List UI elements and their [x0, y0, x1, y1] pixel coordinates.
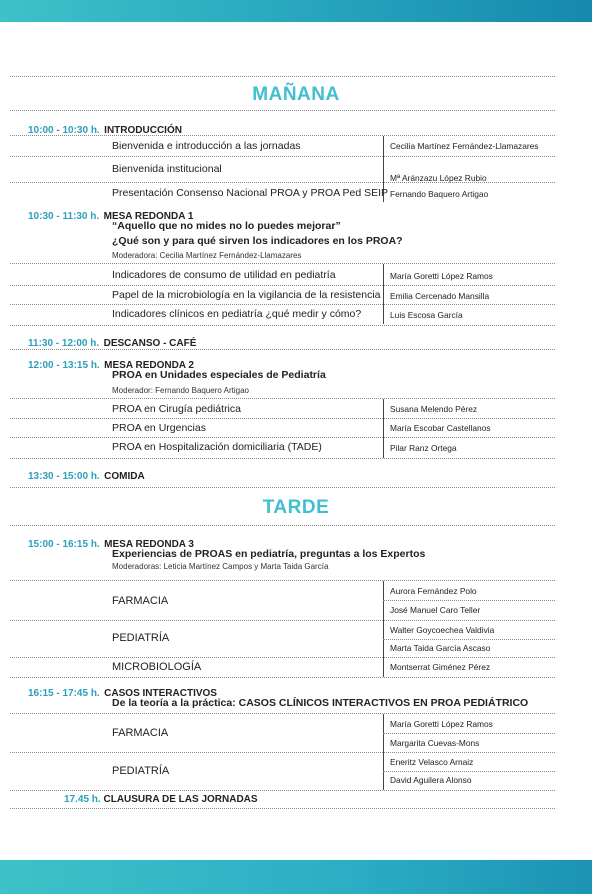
- casos-category: PEDIATRÍA: [112, 765, 170, 777]
- intro-item: Presentación Consenso Nacional PROA y PROA Ped SEIP: [112, 187, 389, 199]
- mesa2-item: PROA en Urgencias: [112, 422, 206, 434]
- speaker-name: Montserrat Giménez Pérez: [390, 662, 491, 672]
- section-title-manana: MAÑANA: [252, 84, 340, 105]
- descanso-title: DESCANSO - CAFÉ: [103, 338, 197, 349]
- speaker-name: Margarita Cuevas-Mons: [390, 738, 480, 748]
- bottom-decorative-band: [0, 860, 592, 894]
- top-decorative-band: [0, 0, 592, 22]
- speaker-name: Fernando Baquero Artigao: [390, 189, 489, 199]
- intro-time: 10:00 - 10:30 h.: [28, 125, 100, 136]
- speaker-name: Walter Goycoechea Valdivia: [390, 625, 495, 635]
- comida-heading: [28, 467, 145, 483]
- column-separator: [383, 399, 384, 458]
- divider: [10, 808, 555, 809]
- divider: [10, 580, 555, 581]
- divider: [10, 349, 555, 350]
- divider: [10, 713, 555, 714]
- mesa2-item: PROA en Cirugía pediátrica: [112, 403, 241, 415]
- intro-item: Bienvenida institucional: [112, 163, 222, 175]
- mesa3-title: MESA REDONDA 3: [104, 539, 194, 550]
- clausura-time: 17.45 h.: [64, 794, 101, 805]
- divider: [10, 76, 555, 77]
- mesa2-moderator: Moderador: Fernando Baquero Artigao: [112, 386, 249, 395]
- mesa1-item: Indicadores clínicos en pediatría ¿qué medir y cómo?: [112, 308, 362, 320]
- divider: [10, 458, 555, 459]
- divider: [383, 733, 555, 734]
- speaker-name: Aurora Fernández Polo: [390, 586, 477, 596]
- divider: [10, 620, 555, 621]
- divider: [383, 771, 555, 772]
- divider: [10, 135, 555, 136]
- divider: [10, 487, 555, 488]
- mesa3-time: 15:00 - 16:15 h.: [28, 539, 100, 550]
- speaker-name: Mª Aránzazu López Rubio: [390, 173, 487, 183]
- mesa2-time: 12:00 - 13:15 h.: [28, 360, 100, 371]
- divider: [10, 437, 555, 438]
- divider: [10, 325, 555, 326]
- mesa1-item: Indicadores de consumo de utilidad en pediatría: [112, 269, 336, 281]
- casos-title: CASOS INTERACTIVOS: [104, 688, 217, 699]
- mesa2-subtitle: PROA en Unidades especiales de Pediatría: [112, 369, 326, 381]
- divider: [10, 156, 555, 157]
- speaker-name: José Manuel Caro Teller: [390, 605, 481, 615]
- clausura-title: CLAUSURA DE LAS JORNADAS: [103, 794, 258, 805]
- speaker-name: Emilia Cercenado Mansilla: [390, 291, 490, 301]
- divider: [10, 398, 555, 399]
- divider: [10, 182, 555, 183]
- divider: [10, 657, 555, 658]
- mesa3-category: FARMACIA: [112, 595, 169, 607]
- casos-time: 16:15 - 17:45 h.: [28, 688, 100, 699]
- speaker-name: Luis Escosa García: [390, 310, 463, 320]
- divider: [10, 525, 555, 526]
- divider: [10, 263, 555, 264]
- mesa3-moderator: Moderadoras: Leticia Martínez Campos y Marta Taida García: [112, 562, 329, 571]
- section-title-tarde: TARDE: [262, 497, 330, 518]
- speaker-name: Marta Taida García Ascaso: [390, 643, 491, 653]
- comida-title: COMIDA: [104, 471, 145, 482]
- mesa2-title: MESA REDONDA 2: [104, 360, 194, 371]
- mesa1-moderator: Moderadora: Cecilia Martínez Fernández-Llamazares: [112, 251, 302, 260]
- mesa1-time: 10:30 - 11:30 h.: [28, 211, 100, 222]
- divider: [383, 639, 555, 640]
- speaker-name: Susana Melendo Pérez: [390, 404, 478, 414]
- divider: [10, 110, 555, 111]
- speaker-name: Cecilia Martínez Fernández-Llamazares: [390, 141, 539, 151]
- mesa3-subtitle: Experiencias de PROAS en pediatría, preguntas a los Expertos: [112, 548, 426, 560]
- clausura-heading: [64, 795, 258, 805]
- speaker-name: Eneritz Velasco Arnaiz: [390, 757, 474, 767]
- mesa1-title: MESA REDONDA 1: [103, 211, 194, 222]
- column-separator: [383, 264, 384, 324]
- comida-time: 13:30 - 15:00 h.: [28, 471, 100, 482]
- divider: [10, 677, 555, 678]
- column-separator: [383, 581, 384, 677]
- speaker-name: Pilar Ranz Ortega: [390, 443, 457, 453]
- speaker-name: María Goretti López Ramos: [390, 719, 493, 729]
- divider: [10, 304, 555, 305]
- divider: [10, 418, 555, 419]
- casos-subtitle: De la teoría a la práctica: CASOS CLÍNICOS INTERACTIVOS EN PROA PEDIÁTRICO: [112, 697, 529, 709]
- divider: [10, 790, 555, 791]
- mesa1-item: Papel de la microbiología en la vigilancia de la resistencia: [112, 289, 381, 301]
- mesa3-category: PEDIATRÍA: [112, 632, 170, 644]
- divider: [10, 285, 555, 286]
- mesa1-subtitle: “Aquello que no mides no lo puedes mejorar”: [112, 220, 341, 232]
- intro-title: INTRODUCCIÓN: [104, 125, 182, 136]
- intro-item: Bienvenida e introducción a las jornadas: [112, 140, 301, 152]
- mesa3-category: MICROBIOLOGÍA: [112, 661, 202, 673]
- speaker-name: María Escobar Castellanos: [390, 423, 491, 433]
- mesa2-item: PROA en Hospitalización domiciliaria (TADE): [112, 441, 322, 453]
- descanso-heading: [28, 334, 196, 350]
- descanso-time: 11:30 - 12:00 h.: [28, 338, 100, 349]
- speaker-name: David Aguilera Alonso: [390, 775, 472, 785]
- casos-category: FARMACIA: [112, 727, 169, 739]
- divider: [10, 752, 555, 753]
- mesa1-subtitle: ¿Qué son y para qué sirven los indicadores en los PROA?: [112, 235, 403, 247]
- speaker-name: María Goretti López Ramos: [390, 271, 493, 281]
- divider: [383, 600, 555, 601]
